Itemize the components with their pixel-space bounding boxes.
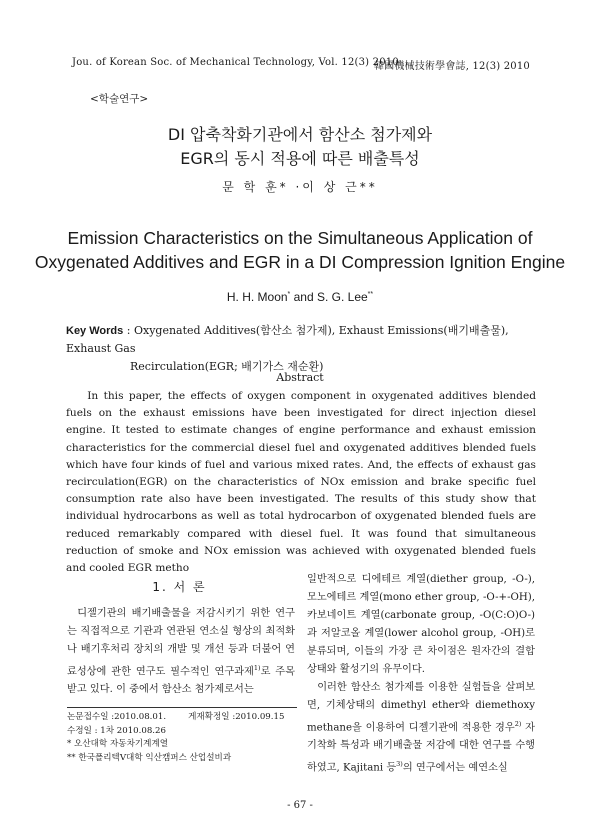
author1-mark: * xyxy=(287,291,291,298)
author2-mark: ** xyxy=(367,291,374,298)
author1: H. H. Moon xyxy=(226,290,288,304)
journal-header-english: Jou. of Korean Soc. of Mechanical Technology, Vol. 12(3) 2010 xyxy=(72,57,399,68)
korean-authors: 문 학 훈* ·이 상 근** xyxy=(222,180,378,194)
footnotes xyxy=(67,707,297,765)
abstract-heading: Abstract xyxy=(276,371,324,384)
abstract-text: In this paper, the effects of oxygen component in oxygenated additives blended fuels on the exhaust emissions have been investigated for direct injection diesel engine. It tested to estimate changes of engine performance and exhaust emission characteristics for the commercial diesel fuel and oxygenated additives blended fuels which have four kinds of fuel and various mixed rates. And, the effects of exhaust gas recirculation(EGR) on the characteristics of NOx emission and brake specific fuel consumption rate also have been investigated. The results of this study show that individual hydrocarbons as well as total hydrocarbon of oxygenated blended fuels are reduced remarkably compared with diesel fuel. It was found that simultaneous reduction of smoke and NOx emission was achieved with oxygenated blended fuels and cooled EGR metho xyxy=(66,390,536,575)
received-date: 논문접수일 :2010.08.01. xyxy=(67,712,167,722)
ref-3: 3) xyxy=(396,760,403,769)
korean-title-line2: EGR의 동시 적용에 따른 배출특성 xyxy=(180,149,420,168)
page-number: - 67 - xyxy=(287,800,313,811)
english-title-line2: Oxygenated Additives and EGR in a DI Compression Ignition Engine xyxy=(34,252,566,272)
affiliation-1: * 오산대학 자동차기계계열 xyxy=(67,739,169,749)
right-column xyxy=(307,571,535,778)
right-paragraph-2 xyxy=(307,679,535,778)
keywords xyxy=(66,322,546,376)
keywords-line2: Recirculation(EGR; 배기가스 재순환) xyxy=(130,360,324,373)
intro-text-a: 디젤기관의 배기배출물을 저감시키기 위한 연구는 직접적으로 기관과 연관된 연소실 형상의 최적화나 배기후처리 장치의 개발 및 개선 등과 더불어 연료성상에 관한 연구도 필수적인 연구과제 xyxy=(67,608,295,678)
author2: and S. G. Lee xyxy=(290,290,368,304)
dates-row xyxy=(67,711,297,725)
section-heading: 1. 서 론 xyxy=(152,580,207,594)
intro-text-b: 로 주목받고 있다. 이 중에서 함산소 첨가제로서는 xyxy=(67,666,295,696)
right-text-c: 의 연구에서는 예연소실 xyxy=(402,762,508,774)
accepted-date: 게재확정일 :2010.09.15 xyxy=(188,712,285,722)
left-column xyxy=(67,605,295,699)
english-title-line1: Emission Characteristics on the Simultaneous Application of xyxy=(67,228,533,248)
keywords-label: Key Words xyxy=(66,325,124,337)
affiliation-2: ** 한국폴리텍V대학 익산캠퍼스 산업설비과 xyxy=(67,752,232,763)
article-category: <학술연구> xyxy=(90,93,149,105)
keywords-line1: : Oxygenated Additives(함산소 첨가제), Exhaust Emissions(배기배출물), Exhaust Gas xyxy=(66,324,509,355)
journal-header-korean: 韓國機械技術學會誌, 12(3) 2010 xyxy=(373,61,530,72)
right-text-a: 이러한 함산소 첨가제를 이용한 실험들을 살펴보면, 기체상태의 dimethyl ether와 diemethoxy methane을 이용하여 디젤기관에 적용한 경우 xyxy=(307,682,535,734)
right-text-b: 자기착화 특성과 배기배출물 저감에 대한 연구를 수행하였고, Kajitani 등 xyxy=(307,722,535,774)
revised-date: 수정일 : 1차 2010.08.26 xyxy=(67,725,166,736)
intro-paragraph xyxy=(67,605,295,699)
abstract-body xyxy=(66,388,536,577)
korean-title-line1: DI 압축착화기관에서 함산소 첨가제와 xyxy=(167,125,433,144)
ref-2: 2) xyxy=(514,720,522,728)
ref-1: 1) xyxy=(253,664,261,672)
right-paragraph-1: 일반적으로 디에테르 계열(diether group, -O-), 모노에테르 계열(mono ether group, -O-+-OH), 카보네이트 계열(carbonate group, -O(C:O)O-)과 저알코올 계열(lower alcohol group, -OH)로 분류되며, 이들의 가장 큰 차이점은 원자간의 결합상태와 활성기의 유무이다. xyxy=(307,574,535,675)
english-authors xyxy=(0,290,600,304)
